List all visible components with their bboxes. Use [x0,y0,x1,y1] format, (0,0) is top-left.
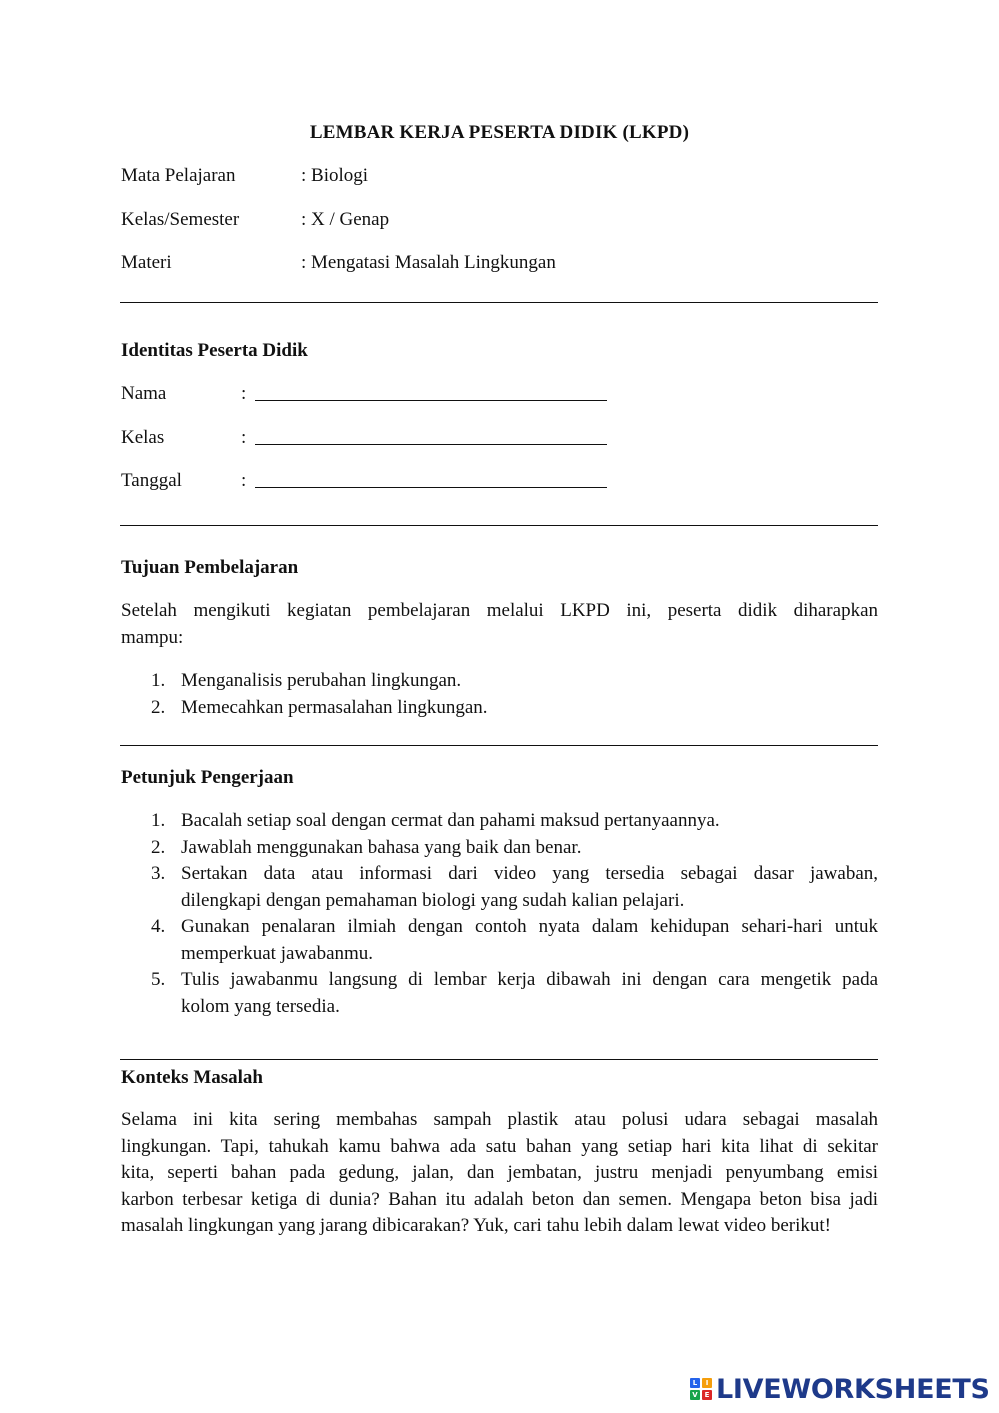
goals-intro-line: mampu: [121,626,184,648]
date-label: Tanggal [121,470,182,491]
list-item [121,914,878,967]
list-number: 1. [151,670,166,691]
goals-heading: Tujuan Pembelajaran [121,557,299,578]
logo-text: LIVEWORKSHEETS [716,1373,990,1405]
list-number: 4. [151,916,166,937]
list-text: Memecahkan permasalahan lingkungan. [181,696,488,718]
logo-tile: E [702,1390,712,1400]
context-line: masalah lingkungan yang jarang dibicarakan? Yuk, cari tahu lebih dalam lewat video berikut! [121,1215,831,1236]
goals-intro-line: Setelah mengikuti kegiatan pembelajaran melalui LKPD ini, peserta didik diharapkan [121,600,878,621]
list-number: 5. [151,969,166,990]
class-field[interactable] [255,444,607,445]
date-colon: : [241,470,247,491]
instructions-list [121,808,878,1020]
goals-intro [121,598,878,651]
context-line: karbon terbesar ketiga di dunia? Bahan itu adalah beton dan semen. Mengapa beton bisa jadi [121,1188,878,1210]
list-item [121,967,878,1020]
context-paragraph [121,1107,878,1240]
list-text: memperkuat jawabanmu. [181,942,374,964]
list-text: dilengkapi dengan pemahaman biologi yang sudah kalian pelajari. [181,889,685,911]
list-item [121,861,878,914]
list-item [121,695,878,722]
instructions-heading: Petunjuk Pengerjaan [121,767,294,788]
list-text: Gunakan penalaran ilmiah dengan contoh nyata dalam kehidupan sehari-hari untuk [181,916,878,937]
logo-tile: I [702,1378,712,1388]
meta-value-class: : X / Genap [301,209,390,230]
list-number: 2. [151,836,166,858]
class-colon: : [241,427,247,448]
name-label: Nama [121,383,167,404]
list-number: 2. [151,696,166,718]
divider [120,525,878,526]
meta-value-subject: : Biologi [301,165,369,186]
divider [120,1059,878,1060]
liveworksheets-logo [690,1374,990,1404]
logo-tile: L [690,1378,700,1388]
list-text: Sertakan data atau informasi dari video yang tersedia sebagai dasar jawaban, [181,863,878,884]
name-colon: : [241,383,247,404]
divider [120,302,878,303]
context-line: kita, seperti bahan pada gedung, jalan, dan jembatan, justru menjadi penyumbang emisi [121,1162,878,1183]
list-text: kolom yang tersedia. [181,995,340,1017]
page-title: LEMBAR KERJA PESERTA DIDIK (LKPD) [309,122,690,143]
list-number: 1. [151,810,166,831]
list-item [121,808,878,835]
name-field[interactable] [255,400,607,401]
divider [120,745,878,746]
context-line: Selama ini kita sering membahas sampah plastik atau polusi udara sebagai masalah [121,1109,878,1130]
list-item [121,668,878,695]
list-text: Bacalah setiap soal dengan cermat dan pahami maksud pertanyaannya. [181,810,720,831]
date-field[interactable] [255,487,607,488]
list-number: 3. [151,863,166,884]
context-heading: Konteks Masalah [121,1067,263,1088]
context-line: lingkungan. Tapi, tahukah kamu bahwa ada satu bahan yang setiap hari kita lihat di sekitar [121,1135,878,1157]
meta-value-material: : Mengatasi Masalah Lingkungan [301,252,556,273]
class-label: Kelas [121,427,165,448]
logo-tile: V [690,1390,700,1400]
goals-list [121,668,878,721]
meta-label-class: Kelas/Semester [121,209,240,230]
identity-heading: Identitas Peserta Didik [121,340,308,361]
meta-label-subject: Mata Pelajaran [121,165,236,186]
logo-icon [690,1378,712,1400]
list-text: Tulis jawabanmu langsung di lembar kerja dibawah ini dengan cara mengetik pada [181,969,878,990]
list-text: Jawablah menggunakan bahasa yang baik dan benar. [181,836,582,858]
list-text: Menganalisis perubahan lingkungan. [181,670,462,691]
meta-label-material: Materi [121,252,172,273]
list-item [121,835,878,862]
